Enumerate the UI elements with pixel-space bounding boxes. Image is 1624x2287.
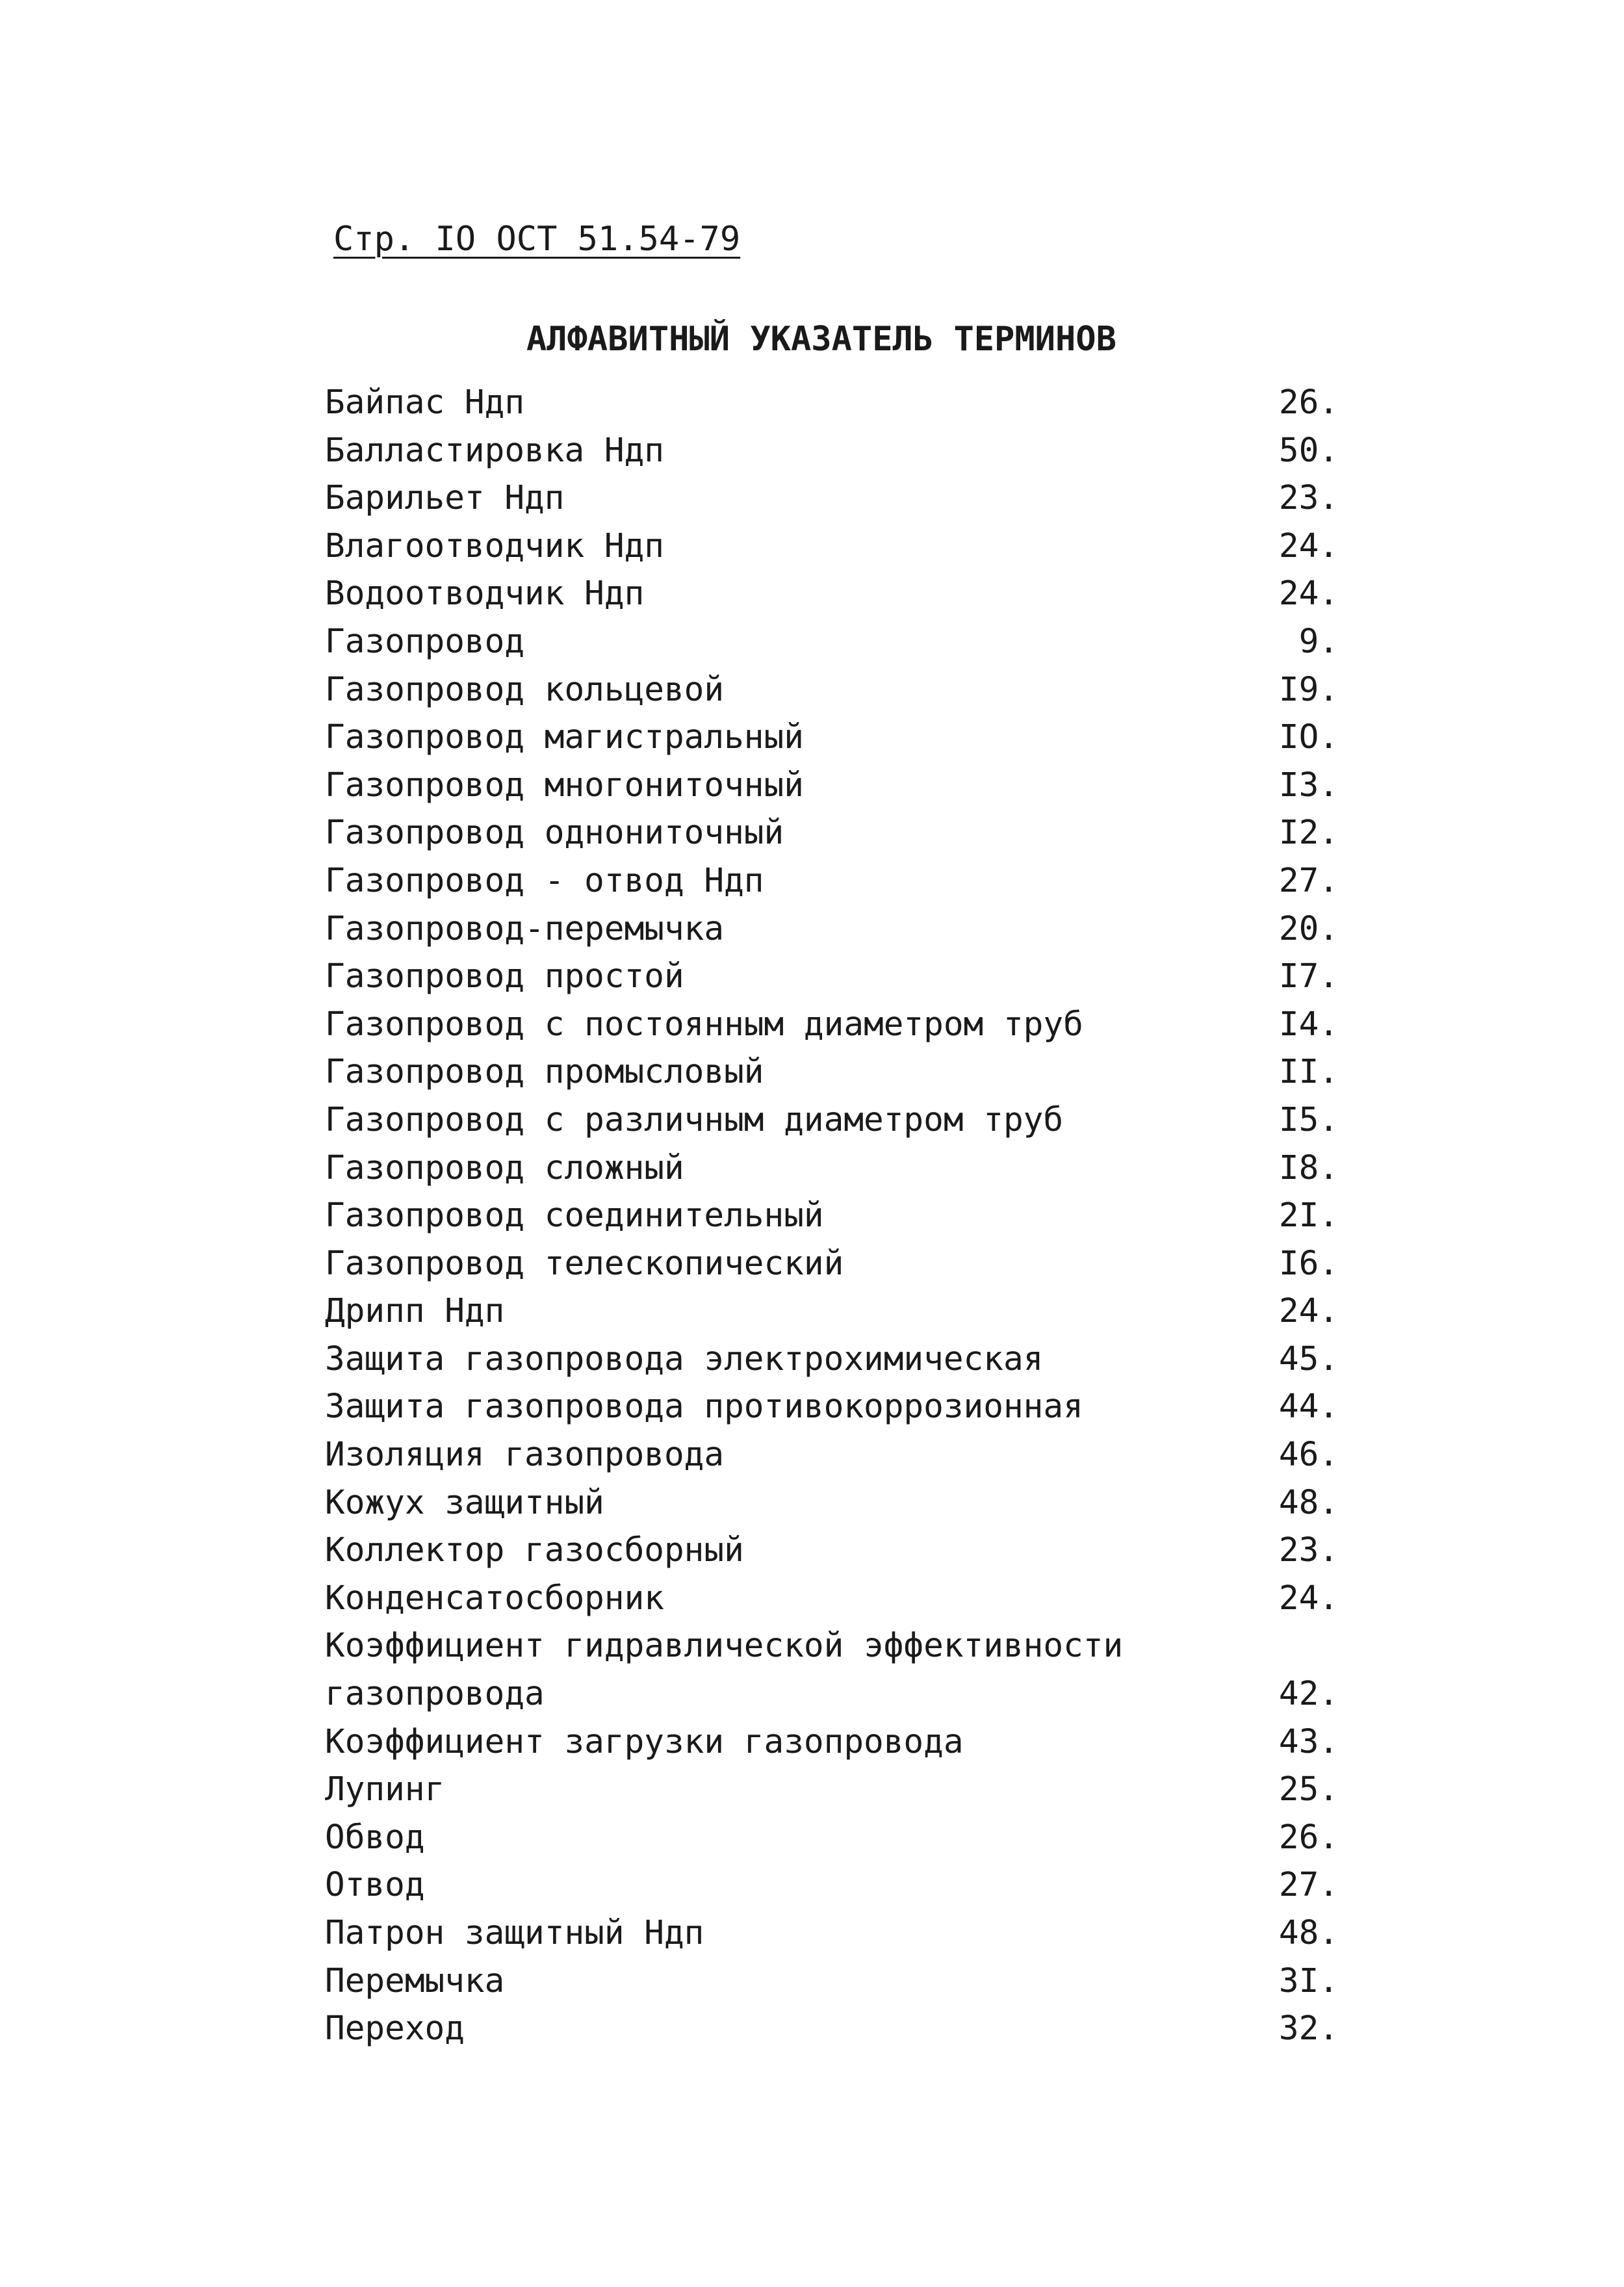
list-item — [318, 905, 1339, 953]
term-page-number: 32. — [1278, 2009, 1339, 2048]
term-page-number: 24. — [1278, 1292, 1339, 1331]
list-item — [318, 1383, 1339, 1431]
list-item — [318, 1575, 1339, 1623]
term-page-number: I7. — [1278, 957, 1339, 996]
term-name: Газопровод магистральный — [325, 718, 804, 757]
term-page-number: 27. — [1278, 1866, 1339, 1905]
term-name: Перемычка — [325, 1961, 505, 2000]
list-item — [318, 1287, 1339, 1336]
term-name: Влагоотводчик Ндп — [325, 526, 664, 565]
term-page-number: 42. — [1278, 1675, 1339, 1714]
list-item — [318, 1336, 1339, 1384]
list-item — [318, 1527, 1339, 1575]
term-page-number: 24. — [1278, 1579, 1339, 1618]
term-name: Газопровод с различным диаметром труб — [325, 1100, 1064, 1139]
page-header: Стр. IO ОСТ 51.54-79 — [333, 220, 741, 259]
term-name: Газопровод сложный — [325, 1148, 684, 1187]
term-page-number: 26. — [1278, 383, 1339, 422]
term-page-number: 25. — [1278, 1770, 1339, 1809]
term-name: Газопровод промысловый — [325, 1053, 764, 1092]
term-name: Лупинг — [325, 1770, 445, 1809]
term-name: Конденсатосборник — [325, 1579, 664, 1618]
list-item — [318, 1479, 1339, 1527]
term-page-number: I5. — [1278, 1100, 1339, 1139]
list-item — [318, 570, 1339, 618]
term-name: Защита газопровода противокоррозионная — [325, 1388, 1083, 1427]
list-item — [318, 1814, 1339, 1862]
term-name: Отвод — [325, 1866, 425, 1905]
term-name: Обвод — [325, 1818, 425, 1857]
term-name: Дрипп Ндп — [325, 1292, 505, 1331]
list-item — [318, 762, 1339, 810]
list-item — [318, 1001, 1339, 1049]
term-name: Коэффициент гидравлической эффективности — [325, 1627, 1124, 1666]
list-item — [318, 523, 1339, 571]
list-item — [318, 1861, 1339, 1909]
term-name: Защита газопровода электрохимическая — [325, 1339, 1044, 1378]
index-title: АЛФАВИТНЫЙ УКАЗАТЕЛЬ ТЕРМИНОВ — [526, 320, 1116, 359]
term-name: газопровода — [325, 1675, 545, 1714]
term-name: Газопровод однониточный — [325, 814, 784, 853]
term-index-list — [318, 379, 1339, 2053]
term-page-number: I3. — [1278, 766, 1339, 805]
list-item — [318, 1766, 1339, 1814]
term-name: Байпас Ндп — [325, 383, 525, 422]
list-item — [318, 618, 1339, 666]
term-page-number: 2I. — [1278, 1196, 1339, 1235]
term-name: Кожух защитный — [325, 1483, 604, 1522]
term-page-number: I2. — [1278, 814, 1339, 853]
term-page-number: 50. — [1278, 431, 1339, 470]
term-name: Газопровод-перемычка — [325, 909, 725, 948]
term-page-number: I6. — [1278, 1244, 1339, 1283]
term-page-number: 44. — [1278, 1388, 1339, 1427]
term-page-number: 27. — [1278, 861, 1339, 900]
term-page-number: I9. — [1278, 670, 1339, 709]
term-name: Переход — [325, 2009, 465, 2048]
list-item — [318, 1240, 1339, 1288]
list-item — [318, 1670, 1339, 1718]
list-item — [318, 1048, 1339, 1096]
list-item — [318, 714, 1339, 762]
term-name: Газопровод соединительный — [325, 1196, 824, 1235]
term-page-number: 3I. — [1278, 1961, 1339, 2000]
term-page-number: I8. — [1278, 1148, 1339, 1187]
term-name: Газопровод — [325, 622, 525, 661]
term-page-number: 26. — [1278, 1818, 1339, 1857]
list-item — [318, 1144, 1339, 1193]
list-item — [318, 1431, 1339, 1479]
list-item — [318, 953, 1339, 1001]
term-name: Газопровод - отвод Ндп — [325, 861, 764, 900]
term-page-number: I4. — [1278, 1005, 1339, 1044]
list-item — [318, 857, 1339, 905]
term-page-number: 23. — [1278, 479, 1339, 518]
list-item — [318, 1909, 1339, 1958]
list-item — [318, 474, 1339, 523]
term-page-number: 9. — [1298, 622, 1339, 661]
list-item — [318, 1192, 1339, 1240]
term-name: Коллектор газосборный — [325, 1531, 744, 1570]
list-item — [318, 1622, 1339, 1670]
list-item — [318, 1718, 1339, 1766]
term-page-number: II. — [1278, 1053, 1339, 1092]
term-page-number: 48. — [1278, 1483, 1339, 1522]
term-page-number: 48. — [1278, 1914, 1339, 1952]
term-name: Газопровод с постоянным диаметром труб — [325, 1005, 1083, 1044]
term-name: Патрон защитный Ндп — [325, 1914, 704, 1952]
list-item — [318, 427, 1339, 475]
term-name: Газопровод многониточный — [325, 766, 804, 805]
term-name: Балластировка Ндп — [325, 431, 664, 470]
term-name: Изоляция газопровода — [325, 1436, 725, 1475]
term-page-number: IO. — [1278, 718, 1339, 757]
list-item — [318, 1958, 1339, 2006]
term-name: Водоотводчик Ндп — [325, 575, 645, 614]
term-page-number: 45. — [1278, 1339, 1339, 1378]
term-page-number: 24. — [1278, 526, 1339, 565]
term-page-number: 23. — [1278, 1531, 1339, 1570]
term-page-number: 24. — [1278, 575, 1339, 614]
term-name: Газопровод телескопический — [325, 1244, 844, 1283]
list-item — [318, 2005, 1339, 2053]
term-name: Газопровод кольцевой — [325, 670, 725, 709]
term-page-number: 20. — [1278, 909, 1339, 948]
list-item — [318, 666, 1339, 714]
list-item — [318, 379, 1339, 427]
term-name: Газопровод простой — [325, 957, 684, 996]
list-item — [318, 1096, 1339, 1144]
term-page-number: 46. — [1278, 1436, 1339, 1475]
list-item — [318, 809, 1339, 857]
term-name: Коэффициент загрузки газопровода — [325, 1722, 964, 1761]
term-name: Барильет Ндп — [325, 479, 565, 518]
term-page-number: 43. — [1278, 1722, 1339, 1761]
